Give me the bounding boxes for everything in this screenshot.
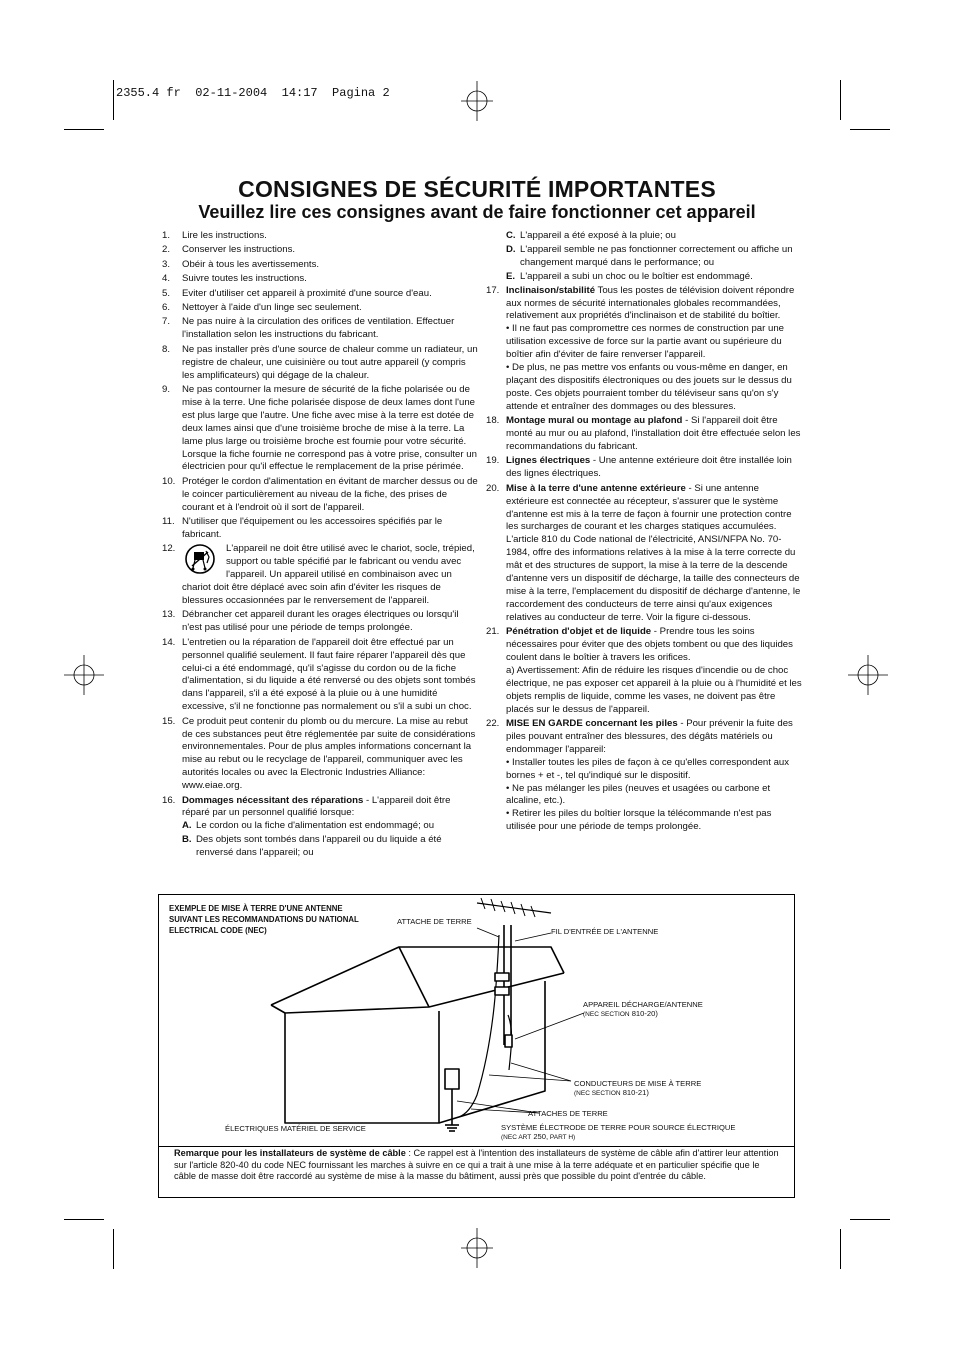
sub-item: B. Des objets sont tombés dans l'appareil ou du liquide a été renversé dans l'appareil; ou (182, 834, 442, 859)
page-title: CONSIGNES DE SÉCURITÉ IMPORTANTES (238, 176, 716, 202)
label-service-equipment: ÉLECTRIQUES MATÉRIEL DE SERVICE (225, 1124, 366, 1133)
list-item: 10. Protéger le cordon d'alimentation en évitant de marcher dessus ou de le coincer particulièrement au niveau de la fiche, des prises de courant et à l'endroit où il sort de l'appareil. (162, 475, 478, 513)
list-item: 3. Obéir à tous les avertissements. (162, 258, 320, 270)
list-item: 9. Ne pas contourner la mesure de sécurité de la fiche polarisée ou de mise à la terre. Une fiche polarisée dispose de deux lames dont l'une est plus large que l'autre. Une fiche avec mise à la terre est dotée de deux lames ainsi que d'une troisième broche de mise à la terre. La lame plus large ou troisième broche est fournie pour votre sécurité. Lorsque la fiche fournie ne correspond pas à votre prise, consulter un électricien pour qu'il effectue le remplacement de la prise périmée. (162, 383, 477, 473)
sub-item: D. L'appareil semble ne pas fonctionner correctement ou affiche un changement marqué dans le performance; ou (506, 243, 793, 268)
instructions-left-column (162, 230, 480, 862)
antenna-grounding-diagram (158, 894, 795, 1147)
list-item: 8. Ne pas installer près d'une source de chaleur comme un radiateur, un registre de chaleur, une cuisinière ou tout autre appareil (y compris les amplificateurs) qui dégage de la chaleur. (162, 343, 478, 381)
diagram-caption: EXEMPLE DE MISE À TERRE D'UNE ANTENNE SUIVANT LES RECOMMANDATIONS DU NATIONAL ELECTRICAL CODE (NEC) (169, 904, 359, 935)
sub-item: E. L'appareil a subi un choc ou le boîtier est endommagé. (506, 270, 753, 282)
list-item: 17. Inclinaison/stabilité Tous les postes de télévision doivent répondre aux normes de sécurité internationales globales recommandées, relativement aux propriétés d'inclinaison et de stabilité du boîtier. • Il ne faut pas compromettre ces normes de construction par une utilisation excessive de force sur la partie avant ou supérieure du boîtier afin d'éviter de faire renverser l'appareil. • De plus, ne pas mettre vos enfants ou vous-même en danger, en plaçant des dispositifs électroniques ou des jouets sur le dessus du poste. Ces objets pourraient tomber du téléviseur sans qu'on s'y attende et entraîner des dommages ou des blessures. (486, 284, 795, 412)
list-item: 6. Nettoyer à l'aide d'un linge sec seulement. (162, 302, 362, 314)
instructions-right-column (486, 230, 802, 836)
list-item: 19. Lignes électriques - Une antenne extérieure doit être installée loin des lignes électriques. (486, 455, 792, 480)
list-item: 2. Conserver les instructions. (162, 244, 296, 256)
label-electrode-system: SYSTÈME ÉLECTRODE DE TERRE POUR SOURCE ÉLECTRIQUE (NEC ART 250, PART H) (501, 1123, 736, 1142)
list-item: 21. Pénétration d'objet et de liquide - Prendre tous les soins nécessaires pour éviter que des objets tombent ou que des liquides coulent dans le boîtier à travers les orifices. a) Avertissement: Afin de réduire les risques d'incendie ou de choc électrique, ne pas exposer cet appareil à la pluie ou à l'humidité et les objets remplis de liquide, comme les vases, ne doivent pas être placés sur le dessus de l'appareil. (486, 626, 802, 715)
print-slug: 2355.4 fr 02-11-2004 14:17 Pagina 2 (116, 86, 390, 100)
label-lead-in-wire: FIL D'ENTRÉE DE L'ANTENNE (551, 927, 659, 936)
list-item: 7. Ne pas nuire à la circulation des orifices de ventilation. Effectuer l'installation selon les instructions du fabricant. (162, 316, 455, 341)
list-item: 5. Eviter d'utiliser cet appareil à proximité d'une source d'eau. (162, 287, 432, 299)
sub-item: A. Le cordon ou la fiche d'alimentation est endommagé; ou (182, 820, 435, 832)
label-grounding-conductors: CONDUCTEURS DE MISE À TERRE (NEC SECTION 810-21) (574, 1079, 702, 1098)
list-item: 1. Lire les instructions. (162, 230, 267, 241)
list-item: 18. Montage mural ou montage au plafond - Si l'appareil doit être monté au mur ou au plafond, l'installation doit être effectuée selon les recommandations du fabricant. (486, 415, 801, 452)
label-discharge-unit: APPAREIL DÉCHARGE/ANTENNE (NEC SECTION 810-20) (583, 1000, 703, 1019)
cable-installer-remark: Remarque pour les installateurs de système de câble : Ce rappel est à l'intention des installateurs de système de câble afin d'attirer leur attention sur l'article 820-40 du code NEC fournissant les marches à suivre en ce qui a trait à une mise à la terre adéquate et en particulier spécifie que le câble de masse doit être raccordé au système de mise à la masse du bâtiment, aussi près que possible du point d'entrée du câble. (158, 1146, 795, 1198)
list-item: 22. MISE EN GARDE concernant les piles - Pour prévenir la fuite des piles pouvant entraîner des blessures, des dégâts matériels ou endommager l'appareil: • Installer toutes les piles de façon à ce qu'elles correspondent aux bornes + et -, tel qu'indiqué sur le dispositif. • Ne pas mélanger les piles (neuves et usagées ou carbone et alcaline, etc.). • Retirer les piles du boîtier lorsque la télécommande n'est pas utilisée pour une période de temps prolongée. (486, 718, 793, 833)
list-item: 15. Ce produit peut contenir du plomb ou du mercure. La mise au rebut de ces substances peut être réglementée par suite de considérations environnementales. Pour de plus amples informations concernant la mise au rebut ou le recyclage de l'appareil, communiquer avec les autorités locales ou avec la Electronic Industries Alliance: www.eiae.org. (162, 715, 476, 792)
list-item: 16. Dommages nécessitant des réparations - L'appareil doit être réparé par un personnel qualifié lorsque: A. Le cordon ou la fiche d'alimentation est endommagé; ou B. Des objets sont tombés dans l'appareil ou du liquide a été renversé dans l'appareil; ou (162, 795, 480, 861)
page-subtitle: Veuillez lire ces consignes avant de faire fonctionner cet appareil (198, 202, 756, 222)
list-item: 13. Débrancher cet appareil durant les orages électriques ou lorsqu'il n'est pas utilisé pour une période de temps prolongée. (162, 609, 459, 634)
list-item: 20. Mise à la terre d'une antenne extérieure - Si une antenne extérieure est connectée au récepteur, s'assurer que le système d'antenne est mis à la terre de façon à fournir une protection contre les surcharges de courant et les charges statiques accumulées. L'article 810 du Code national de l'électricité, ANSI/NFPA No. 70-1984, offre des informations relatives à la mise à la terre correcte du mât et des structures de support, la mise à la terre de la descende d'antenne vers un dispositif de décharge, la taille des connecteurs de mise à la terre, l'emplacement du dispositif de décharge d'antenne, le raccordement des conducteurs de terre ainsi qu'aux exigences relatives au conducteur de terre. Voir la figure ci-dessous. (486, 482, 801, 623)
list-item: 14. L'entretien ou la réparation de l'appareil doit être effectué par un personnel qualifié seulement. Il faut faire réparer l'appareil dès que celui-ci a été endommagé, qu'il s'agisse du cordon ou de la fiche d'alimentation, si du liquide a été renversé ou des objets sont tombés dans l'appareil, s'il a été exposé à la pluie ou à une humidité excessive, s'il ne fonctionne pas normalement ou s'il a subi un choc. (162, 636, 476, 713)
list-item: 11. N'utiliser que l'équipement ou les accessoires spécifiés par le fabricant. (162, 516, 443, 540)
list-item: 4. Suivre toutes les instructions. (162, 273, 307, 285)
sub-item: C. L'appareil a été exposé à la pluie; ou (506, 230, 676, 241)
list-item: 12. L'appareil ne doit être utilisé avec le chariot, socle, trépied, support ou table spécifié par le fabricant ou vendu avec l'appareil. Un appareil utilisé en combinaison avec un chariot doit être déplacé avec soin afin d'éviter les risques de blessures occasionnées par le renversement de l'appareil. (162, 543, 475, 606)
cart-warning-icon (182, 543, 218, 575)
label-ground-clamp: ATTACHE DE TERRE (397, 917, 472, 926)
label-ground-clamps: ATTACHES DE TERRE (528, 1109, 608, 1118)
